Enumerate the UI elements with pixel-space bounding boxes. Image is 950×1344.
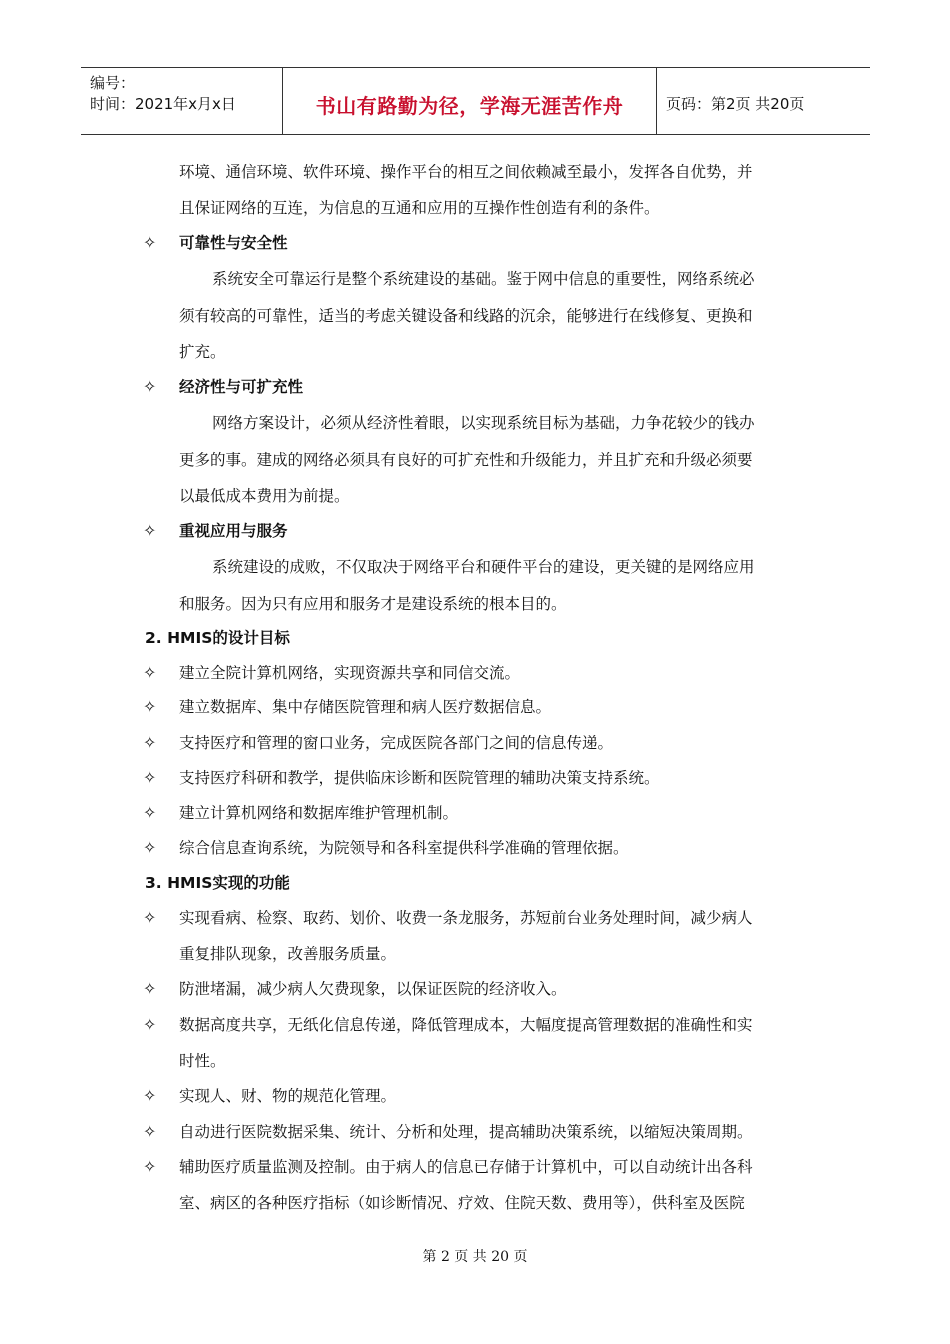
header-page-cell: [657, 68, 870, 134]
list-item: 实现人、财、物的规范化管理。: [179, 1087, 397, 1105]
list-item: 支持医疗科研和教学，提供临床诊断和医院管理的辅助决策支持系统。: [179, 769, 660, 787]
text-line: 扩充。: [179, 343, 226, 361]
diamond-bullet-icon: ✧: [143, 521, 157, 540]
diamond-bullet-icon: ✧: [143, 233, 157, 252]
diamond-bullet-icon: ✧: [143, 377, 157, 396]
diamond-bullet-icon: ✧: [143, 803, 157, 822]
page-indicator: 页码：第2页 共20页: [666, 95, 805, 113]
text-line: 以最低成本费用为前提。: [179, 487, 350, 505]
section-heading: 重视应用与服务: [179, 522, 288, 540]
diamond-bullet-icon: ✧: [143, 663, 157, 682]
diamond-bullet-icon: ✧: [143, 1086, 157, 1105]
list-item: 建立全院计算机网络，实现资源共享和同信交流。: [179, 664, 521, 682]
text-line: 时性。: [179, 1052, 226, 1070]
diamond-bullet-icon: ✧: [143, 697, 157, 716]
list-item: 支持医疗和管理的窗口业务，完成医院各部门之间的信息传递。: [179, 734, 614, 752]
diamond-bullet-icon: ✧: [143, 1015, 157, 1034]
list-item: 自动进行医院数据采集、统计、分析和处理，提高辅助决策系统，以缩短决策周期。: [179, 1123, 753, 1141]
diamond-bullet-icon: ✧: [143, 1157, 157, 1176]
text-line: 更多的事。建成的网络必须具有良好的可扩充性和升级能力，并且扩充和升级必须要: [179, 451, 753, 469]
text-line: 且保证网络的互连，为信息的互通和应用的互操作性创造有利的条件。: [179, 199, 660, 217]
text-line: 环境、通信环境、软件环境、操作平台的相互之间依赖减至最小，发挥各自优势，并: [179, 163, 753, 181]
text-line: 重复排队现象，改善服务质量。: [179, 945, 397, 963]
text-line: 须有较高的可靠性，适当的考虑关键设备和线路的沉余，能够进行在线修复、更换和: [179, 307, 753, 325]
header-meta: [81, 68, 283, 134]
text-line: 网络方案设计，必须从经济性着眼，以实现系统目标为基础，力争花较少的钱办: [212, 414, 755, 432]
list-item: 实现看病、检察、取药、划价、收费一条龙服务，苏短前台业务处理时间，减少病人: [179, 909, 753, 927]
list-item: 辅助医疗质量监测及控制。由于病人的信息已存储于计算机中，可以自动统计出各科: [179, 1158, 753, 1176]
diamond-bullet-icon: ✧: [143, 768, 157, 787]
section-title: 3. HMIS实现的功能: [145, 874, 290, 892]
text-line: 系统安全可靠运行是整个系统建设的基础。鉴于网中信息的重要性，网络系统必: [212, 270, 755, 288]
header-motto-cell: [283, 68, 657, 134]
diamond-bullet-icon: ✧: [143, 908, 157, 927]
section-heading: 可靠性与安全性: [179, 234, 288, 252]
list-item: 防泄堵漏，减少病人欠费现象，以保证医院的经济收入。: [179, 980, 567, 998]
diamond-bullet-icon: ✧: [143, 979, 157, 998]
doc-number: 编号：: [90, 74, 136, 92]
text-line: 室、病区的各种医疗指标（如诊断情况、疗效、住院天数、费用等），供科室及医院: [179, 1194, 745, 1212]
diamond-bullet-icon: ✧: [143, 733, 157, 752]
section-heading: 经济性与可扩充性: [179, 378, 304, 396]
text-line: 和服务。因为只有应用和服务才是建设系统的根本目的。: [179, 595, 567, 613]
diamond-bullet-icon: ✧: [143, 838, 157, 857]
page-header: [81, 67, 870, 135]
list-item: 数据高度共享，无纸化信息传递，降低管理成本，大幅度提高管理数据的准确性和实: [179, 1016, 753, 1034]
diamond-bullet-icon: ✧: [143, 1122, 157, 1141]
list-item: 建立数据库、集中存储医院管理和病人医疗数据信息。: [179, 698, 552, 716]
section-title: 2. HMIS的设计目标: [145, 629, 290, 647]
text-line: 系统建设的成败，不仅取决于网络平台和硬件平台的建设，更关键的是网络应用: [212, 558, 755, 576]
doc-time: 时间：2021年x月x日: [90, 95, 236, 113]
motto: 书山有路勤为径，学海无涯苦作舟: [315, 94, 624, 118]
page-footer: 第 2 页 共 20 页: [422, 1249, 528, 1265]
list-item: 建立计算机网络和数据库维护管理机制。: [179, 804, 459, 822]
list-item: 综合信息查询系统，为院领导和各科室提供科学准确的管理依据。: [179, 839, 629, 857]
